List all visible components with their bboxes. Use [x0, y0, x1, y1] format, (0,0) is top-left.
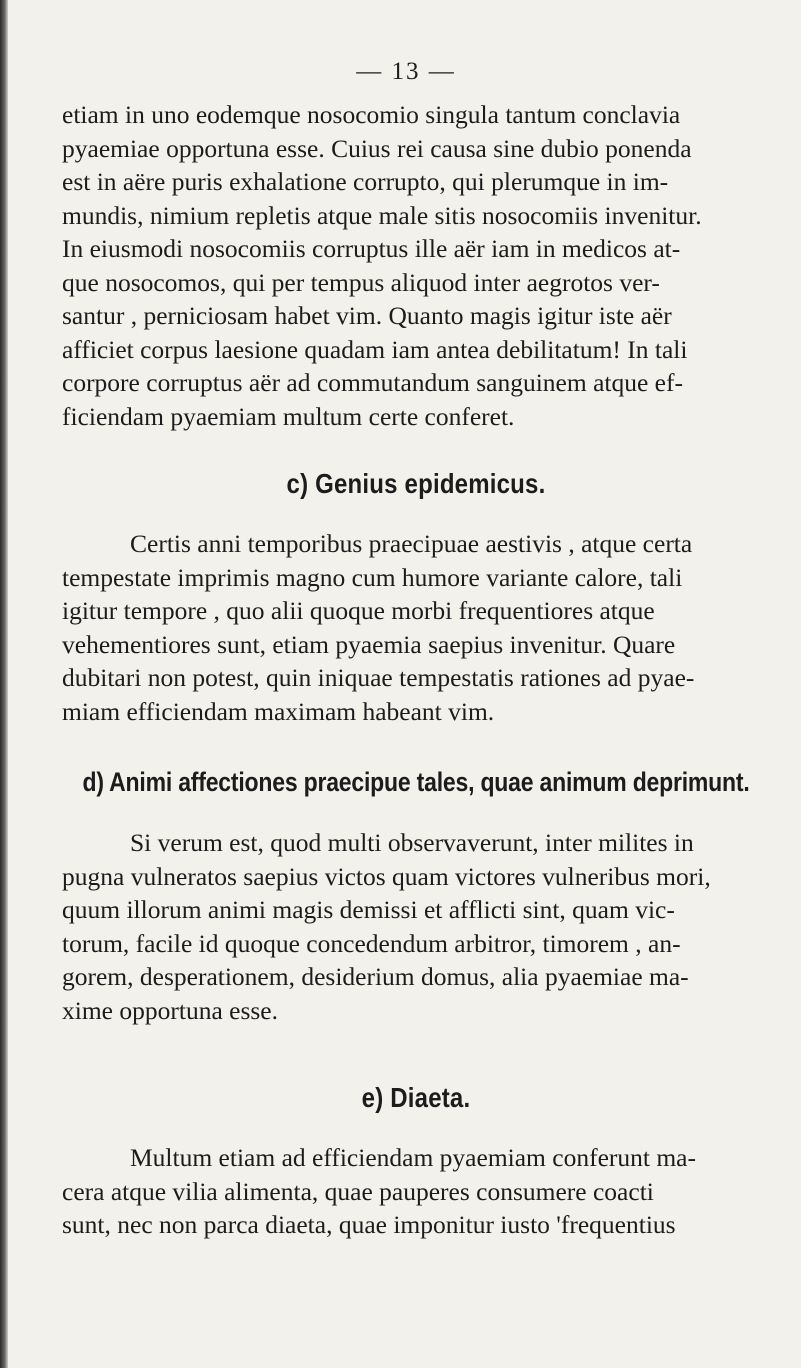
page-number: — 13 —: [356, 58, 456, 85]
section-heading-animi-affectiones: d) Animi affectiones praecipue tales, quae animum deprimunt.: [82, 766, 750, 797]
paragraph-diaeta: Multum etiam ad efficiendam pyaemiam conferunt ma- cera atque vilia alimenta, quae pauperes consumere coacti sunt, nec non parca diaeta, quae imponitur iusto 'frequentius: [62, 1143, 696, 1239]
paragraph-animi-affectiones: Si verum est, quod multi observaverunt, inter milites in pugna vulneratos saepius victos quam victores vulneribus mori, quum illorum animi magis demissi et afflicti sint, quam vic- torum, facile id quoque concedendum arbitror, timorem , an- gorem, desperationem, desiderium domus, alia pyaemiae ma- xime opportuna esse.: [62, 828, 711, 1025]
book-spine-edge: [0, 0, 8, 1368]
paragraph-genius-epidemicus: Certis anni temporibus praecipuae aestivis , atque certa tempestate imprimis magno cum humore variante calore, tali igitur tempore , quo alii quoque morbi frequentiores atque vehementiores sunt, etiam pyaemia saepius invenitur. Quare dubitari non potest, quin iniquae tempestatis rationes ad pyae- miam efficiendam maximam habeant vim.: [62, 529, 695, 726]
section-heading-genius-epidemicus: c) Genius epidemicus.: [286, 468, 546, 500]
paragraph-intro: etiam in uno eodemque nosocomio singula tantum conclavia pyaemiae opportuna esse. Cuius rei causa sine dubio ponenda est in aëre puris exhalatione corrupto, qui plerumque in im- mundis, nimium repletis atque male sitis nosocomiis invenitur. In eiusmodi nosocomiis corruptus ille aër iam in medicos at- que nosocomos, qui per tempus aliquod inter aegrotos ver- santur , perniciosam habet vim. Quanto magis igitur iste aër afficiet corpus laesione quadam iam antea debilitatum! In tali corpore corruptus aër ad commutandum sanguinem atque ef- ficiendam pyaemiam multum certe conferet.: [62, 100, 702, 431]
section-heading-diaeta: e) Diaeta.: [361, 1082, 471, 1114]
document-page: [62, 58, 770, 1242]
